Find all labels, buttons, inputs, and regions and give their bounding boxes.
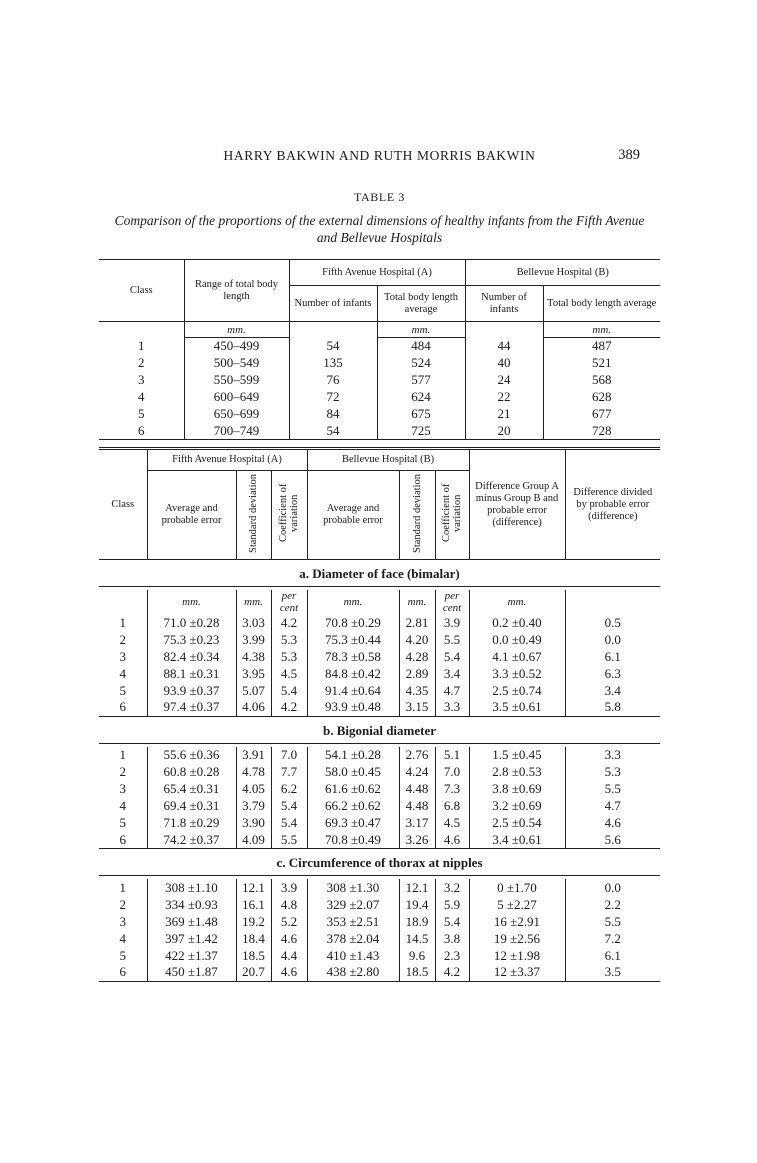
table-cell: 18.9 xyxy=(399,913,435,930)
table-cell: 93.9 ±0.48 xyxy=(307,699,399,716)
table-cell: 4.06 xyxy=(236,699,271,716)
table-cell: 16.1 xyxy=(236,896,271,913)
table-row xyxy=(99,781,660,798)
table-cell: 70.8 ±0.49 xyxy=(307,832,399,849)
table-cell: 4.2 xyxy=(271,699,307,716)
table-cell: 4.2 xyxy=(271,614,307,631)
table-cell: 54 xyxy=(289,338,377,355)
section-b-body xyxy=(99,747,660,849)
table-cell: 650–699 xyxy=(184,406,289,423)
units-body xyxy=(99,322,660,338)
table-cell: 2 xyxy=(99,631,147,648)
col-header-total-b: Total body length average xyxy=(543,286,660,322)
table-cell: 18.5 xyxy=(236,947,271,964)
table-header-row xyxy=(99,449,660,471)
table-cell: 1 xyxy=(99,879,147,896)
table-cell: 3.8 ±0.69 xyxy=(469,781,565,798)
table-cell: 4.7 xyxy=(604,798,621,813)
table-cell: 308 ±1.30 xyxy=(307,879,399,896)
table-cell: 71.0 ±0.28 xyxy=(147,614,236,631)
table-row xyxy=(99,764,660,781)
col-header-difference-divided: Difference divided by probable error (difference) xyxy=(565,449,660,560)
table-cell: 5.3 xyxy=(271,631,307,648)
table-cell: 677 xyxy=(592,406,612,421)
table-cell: 84.8 ±0.42 xyxy=(307,665,399,682)
table-cell: 54.1 ±0.28 xyxy=(307,747,399,764)
table-cell: 450–499 xyxy=(184,338,289,355)
table-row xyxy=(99,423,660,440)
table-cell: 88.1 ±0.31 xyxy=(147,665,236,682)
table-cell: 4.05 xyxy=(236,781,271,798)
table-row xyxy=(99,665,660,682)
page-number: 389 xyxy=(618,147,640,163)
section-b-table xyxy=(99,747,660,850)
table-cell: 3.03 xyxy=(236,614,271,631)
table-cell: 353 ±2.51 xyxy=(307,913,399,930)
table-cell: 3 xyxy=(99,913,147,930)
table-cell: 4.5 xyxy=(435,815,469,832)
table-cell: 4 xyxy=(99,389,184,406)
table-cell: 5.8 xyxy=(604,699,621,715)
table-label: TABLE 3 xyxy=(354,190,405,204)
table-cell: 16 ±2.91 xyxy=(469,913,565,930)
table-cell: 500–549 xyxy=(184,355,289,372)
table-cell: 675 xyxy=(377,406,465,423)
table-cell: 5 ±2.27 xyxy=(469,896,565,913)
table-cell: 5.2 xyxy=(271,913,307,930)
table-cell: 69.4 ±0.31 xyxy=(147,798,236,815)
table-cell: 135 xyxy=(289,355,377,372)
table-cell: 18.4 xyxy=(236,930,271,947)
table-cell: 54 xyxy=(289,423,377,440)
table-cell: 6.2 xyxy=(271,781,307,798)
table-cell: 9.6 xyxy=(399,947,435,964)
table-cell: 329 ±2.07 xyxy=(307,896,399,913)
units-cell xyxy=(99,322,184,338)
table-row xyxy=(99,614,660,631)
table-cell: 0.2 ±0.40 xyxy=(469,614,565,631)
table-cell: 524 xyxy=(377,355,465,372)
table-row xyxy=(99,930,660,947)
table-cell: 1 xyxy=(99,338,184,355)
table-cell: 55.6 ±0.36 xyxy=(147,747,236,764)
table-cell: 7.0 xyxy=(271,747,307,764)
units-row xyxy=(99,590,660,614)
table-cell: 0.0 ±0.49 xyxy=(469,631,565,648)
table-cell: 2.2 xyxy=(604,896,621,912)
table-cell: 5.5 xyxy=(604,913,621,929)
table-cell: 521 xyxy=(592,355,612,370)
table-cell: 3.9 xyxy=(435,614,469,631)
table-cell: 0.0 xyxy=(604,631,621,647)
table-row xyxy=(99,355,660,372)
rotated-label: Standard deviation xyxy=(248,473,259,553)
table-cell: 4.6 xyxy=(435,832,469,849)
table-cell: 70.8 ±0.29 xyxy=(307,614,399,631)
table-cell: 60.8 ±0.28 xyxy=(147,764,236,781)
table-cell: 74.2 ±0.37 xyxy=(147,832,236,849)
units-cell: mm. xyxy=(184,322,289,338)
table-cell: 3 xyxy=(99,372,184,389)
units-cell xyxy=(465,322,543,338)
table-cell: 2 xyxy=(99,764,147,781)
table-row xyxy=(99,389,660,406)
table-cell: 550–599 xyxy=(184,372,289,389)
units-cell: per cent xyxy=(435,590,469,614)
table-cell: 84 xyxy=(289,406,377,423)
table-cell: 4.2 xyxy=(435,964,469,981)
table-row xyxy=(99,338,660,355)
table-cell: 568 xyxy=(592,372,612,387)
table-cell: 4 xyxy=(99,798,147,815)
table-cell: 308 ±1.10 xyxy=(147,879,236,896)
units-cell: mm. xyxy=(147,590,236,614)
table-cell: 5.4 xyxy=(435,648,469,665)
table-cell: 3.26 xyxy=(399,832,435,849)
table-cell: 3.4 xyxy=(435,665,469,682)
section-a-table xyxy=(99,590,660,717)
table-cell: 4.7 xyxy=(435,682,469,699)
table-row xyxy=(99,832,660,849)
table-cell: 78.3 ±0.58 xyxy=(307,648,399,665)
units-cell: mm. xyxy=(399,590,435,614)
table-cell: 1 xyxy=(99,614,147,631)
table-cell: 5.5 xyxy=(271,832,307,849)
table-cell: 20.7 xyxy=(236,964,271,981)
units-cell: mm. xyxy=(543,322,660,338)
units-cell: mm. xyxy=(469,590,565,614)
table-cell: 624 xyxy=(377,389,465,406)
table-cell: 7.3 xyxy=(435,781,469,798)
table-cell: 2.76 xyxy=(399,747,435,764)
table-cell: 450 ±1.87 xyxy=(147,964,236,981)
rotated-label: Standard deviation xyxy=(411,473,423,553)
table-caption: Comparison of the proportions of the external dimensions of healthy infants from the Fifth Avenue and Bellevue Hospitals xyxy=(114,213,645,245)
table-cell: 69.3 ±0.47 xyxy=(307,815,399,832)
table-cell: 4.38 xyxy=(236,648,271,665)
table-cell: 21 xyxy=(465,406,543,423)
table-row xyxy=(99,913,660,930)
table-cell: 4 xyxy=(99,665,147,682)
table-cell: 397 ±1.42 xyxy=(147,930,236,947)
table-cell: 0 ±1.70 xyxy=(469,879,565,896)
rotated-label: Coefficient of variation xyxy=(278,483,301,543)
table-cell: 6.3 xyxy=(604,665,621,681)
col-header-difference: Difference Group A minus Group B and probable error (difference) xyxy=(469,449,565,560)
table-cell: 3.8 xyxy=(435,930,469,947)
col-header-average-b: Average and probable error xyxy=(307,471,399,560)
table-cell: 5.3 xyxy=(271,648,307,665)
table-cell: 378 ±2.04 xyxy=(307,930,399,947)
section-a-body xyxy=(99,614,660,716)
table-cell: 3.15 xyxy=(399,699,435,716)
table-cell: 1 xyxy=(99,747,147,764)
table-cell: 0.0 xyxy=(604,879,621,895)
table-cell: 4.20 xyxy=(399,631,435,648)
table-cell: 22 xyxy=(465,389,543,406)
table-cell: 76 xyxy=(289,372,377,389)
table-cell: 2.5 ±0.74 xyxy=(469,682,565,699)
section-title-c: c. Circumference of thorax at nipples xyxy=(99,853,660,876)
table-cell: 3 xyxy=(99,648,147,665)
col-header-coeff-a xyxy=(271,471,307,560)
table-cell: 369 ±1.48 xyxy=(147,913,236,930)
table-cell: 334 ±0.93 xyxy=(147,896,236,913)
table-cell: 3.2 ±0.69 xyxy=(469,798,565,815)
table-cell: 3.90 xyxy=(236,815,271,832)
table-cell: 2.89 xyxy=(399,665,435,682)
table-cell: 5.4 xyxy=(271,682,307,699)
col-header-number-b: Number of infants xyxy=(465,286,543,322)
table-cell: 5.9 xyxy=(435,896,469,913)
table-cell: 4.8 xyxy=(271,896,307,913)
table-cell: 5 xyxy=(99,406,184,423)
table-cell: 2.8 ±0.53 xyxy=(469,764,565,781)
rotated-label: Coefficient of variation xyxy=(441,483,464,543)
table-cell: 725 xyxy=(377,423,465,440)
table-cell: 2.5 ±0.54 xyxy=(469,815,565,832)
table-row xyxy=(99,648,660,665)
table-cell: 4.48 xyxy=(399,781,435,798)
table-cell: 58.0 ±0.45 xyxy=(307,764,399,781)
table-cell: 5.4 xyxy=(271,798,307,815)
table-cell: 6 xyxy=(99,699,147,716)
table-cell: 6 xyxy=(99,964,147,981)
table-cell: 7.7 xyxy=(271,764,307,781)
table-cell: 6.1 xyxy=(604,648,621,664)
table-cell: 66.2 ±0.62 xyxy=(307,798,399,815)
table-cell: 6 xyxy=(99,832,147,849)
table-cell: 44 xyxy=(465,338,543,355)
page-header xyxy=(99,148,660,166)
col-group-fifth-avenue: Fifth Avenue Hospital (A) xyxy=(147,449,307,471)
table-row xyxy=(99,964,660,981)
table-cell: 82.4 ±0.34 xyxy=(147,648,236,665)
table-row xyxy=(99,631,660,648)
table-cell: 628 xyxy=(592,389,612,404)
units-row xyxy=(99,322,660,338)
table-cell: 3.3 xyxy=(435,699,469,716)
table-cell: 12 ±3.37 xyxy=(469,964,565,981)
units-cell: mm. xyxy=(307,590,399,614)
table-row xyxy=(99,699,660,716)
section-c-body xyxy=(99,879,660,981)
table-cell: 24 xyxy=(465,372,543,389)
running-head: HARRY BAKWIN AND RUTH MORRIS BAKWIN xyxy=(223,148,536,163)
table-cell: 3 xyxy=(99,781,147,798)
table-cell: 6.1 xyxy=(604,947,621,963)
table-cell: 3.79 xyxy=(236,798,271,815)
table-cell: 4.24 xyxy=(399,764,435,781)
units-cell xyxy=(99,590,147,614)
table-cell: 2.3 xyxy=(435,947,469,964)
table-cell: 700–749 xyxy=(184,423,289,440)
table-cell: 5.07 xyxy=(236,682,271,699)
table-cell: 20 xyxy=(465,423,543,440)
col-header-coeff-b xyxy=(435,471,469,560)
table-cell: 7.0 xyxy=(435,764,469,781)
table-cell: 19.2 xyxy=(236,913,271,930)
table-cell: 3.3 xyxy=(604,747,621,762)
page-content xyxy=(99,0,660,982)
table-cell: 4.6 xyxy=(604,815,621,830)
table-cell: 5.3 xyxy=(604,764,621,779)
table-cell: 5 xyxy=(99,682,147,699)
table-cell: 4.1 ±0.67 xyxy=(469,648,565,665)
table-cell: 19.4 xyxy=(399,896,435,913)
table-cell: 91.4 ±0.64 xyxy=(307,682,399,699)
table-row xyxy=(99,815,660,832)
table-cell: 3.4 xyxy=(604,682,621,698)
table-cell: 5.6 xyxy=(604,831,621,847)
table-cell: 0.5 xyxy=(604,614,621,630)
col-header-average-a: Average and probable error xyxy=(147,471,236,560)
table-cell: 40 xyxy=(465,355,543,372)
units-cell: mm. xyxy=(377,322,465,338)
table-cell: 5.4 xyxy=(271,815,307,832)
table-cell: 3.9 xyxy=(271,879,307,896)
units-cell xyxy=(289,322,377,338)
table-cell: 3.4 ±0.61 xyxy=(469,832,565,849)
table-cell: 18.5 xyxy=(399,964,435,981)
table-cell: 75.3 ±0.44 xyxy=(307,631,399,648)
col-header-range: Range of total body length xyxy=(184,260,289,322)
table-cell: 4 xyxy=(99,930,147,947)
table-cell: 4.48 xyxy=(399,798,435,815)
table-row xyxy=(99,682,660,699)
table-cell: 4.5 xyxy=(271,665,307,682)
table-cell: 6 xyxy=(99,423,184,440)
table-cell: 4.09 xyxy=(236,832,271,849)
body-length-table xyxy=(99,259,660,440)
section-title-a: a. Diameter of face (bimalar) xyxy=(99,564,660,587)
table-cell: 5 xyxy=(99,815,147,832)
table-cell: 484 xyxy=(377,338,465,355)
table-cell: 3.95 xyxy=(236,665,271,682)
table-cell: 12 ±1.98 xyxy=(469,947,565,964)
table-cell: 3.5 xyxy=(604,964,621,980)
table-cell: 4.6 xyxy=(271,964,307,981)
table-cell: 71.8 ±0.29 xyxy=(147,815,236,832)
table-cell: 4.6 xyxy=(271,930,307,947)
col-group-bellevue: Bellevue Hospital (B) xyxy=(307,449,469,471)
table-cell: 7.2 xyxy=(604,930,621,946)
units-body xyxy=(99,590,660,614)
table-cell: 4.35 xyxy=(399,682,435,699)
table-cell: 75.3 ±0.23 xyxy=(147,631,236,648)
body-length-table-body xyxy=(99,338,660,440)
table-cell: 728 xyxy=(592,422,612,438)
table-row xyxy=(99,896,660,913)
table-cell: 4.28 xyxy=(399,648,435,665)
table-cell: 4.4 xyxy=(271,947,307,964)
table-cell: 2 xyxy=(99,355,184,372)
table-cell: 3.17 xyxy=(399,815,435,832)
col-header-number-a: Number of infants xyxy=(289,286,377,322)
table-cell: 3.99 xyxy=(236,631,271,648)
table-cell: 3.5 ±0.61 xyxy=(469,699,565,716)
table-row xyxy=(99,798,660,815)
table-cell: 2 xyxy=(99,896,147,913)
table-row xyxy=(99,406,660,423)
table-cell: 3.91 xyxy=(236,747,271,764)
table-row xyxy=(99,747,660,764)
col-header-class: Class xyxy=(99,449,147,560)
table-row xyxy=(99,372,660,389)
col-header-std-b xyxy=(399,471,435,560)
table-cell: 487 xyxy=(592,338,612,354)
table-cell: 6.8 xyxy=(435,798,469,815)
table-row xyxy=(99,879,660,896)
col-group-fifth-avenue: Fifth Avenue Hospital (A) xyxy=(289,260,465,286)
table-cell: 438 ±2.80 xyxy=(307,964,399,981)
table-row xyxy=(99,947,660,964)
col-header-std-a xyxy=(236,471,271,560)
col-header-class: Class xyxy=(99,260,184,322)
table-header-row xyxy=(99,260,660,286)
table-cell: 12.1 xyxy=(399,879,435,896)
table-cell: 5.5 xyxy=(435,631,469,648)
table-cell: 5 xyxy=(99,947,147,964)
table-cell: 65.4 ±0.31 xyxy=(147,781,236,798)
table-cell: 1.5 ±0.45 xyxy=(469,747,565,764)
section-title-b: b. Bigonial diameter xyxy=(99,721,660,744)
table-cell: 3.3 ±0.52 xyxy=(469,665,565,682)
table-cell: 3.2 xyxy=(435,879,469,896)
table-cell: 422 ±1.37 xyxy=(147,947,236,964)
table-cell: 5.5 xyxy=(604,781,621,796)
units-cell: per cent xyxy=(271,590,307,614)
table-cell: 61.6 ±0.62 xyxy=(307,781,399,798)
table-cell: 97.4 ±0.37 xyxy=(147,699,236,716)
section-c-table xyxy=(99,879,660,982)
table-cell: 4.78 xyxy=(236,764,271,781)
col-group-bellevue: Bellevue Hospital (B) xyxy=(465,260,660,286)
table-cell: 93.9 ±0.37 xyxy=(147,682,236,699)
table-cell: 5.4 xyxy=(435,913,469,930)
table-cell: 577 xyxy=(377,372,465,389)
table-cell: 5.1 xyxy=(435,747,469,764)
units-cell xyxy=(565,590,660,614)
dimensions-table-header xyxy=(99,447,660,560)
table-cell: 14.5 xyxy=(399,930,435,947)
table-cell: 410 ±1.43 xyxy=(307,947,399,964)
table-cell: 19 ±2.56 xyxy=(469,930,565,947)
table-cell: 2.81 xyxy=(399,614,435,631)
units-cell: mm. xyxy=(236,590,271,614)
table-cell: 600–649 xyxy=(184,389,289,406)
table-cell: 72 xyxy=(289,389,377,406)
table-cell: 12.1 xyxy=(236,879,271,896)
col-header-total-a: Total body length average xyxy=(377,286,465,322)
